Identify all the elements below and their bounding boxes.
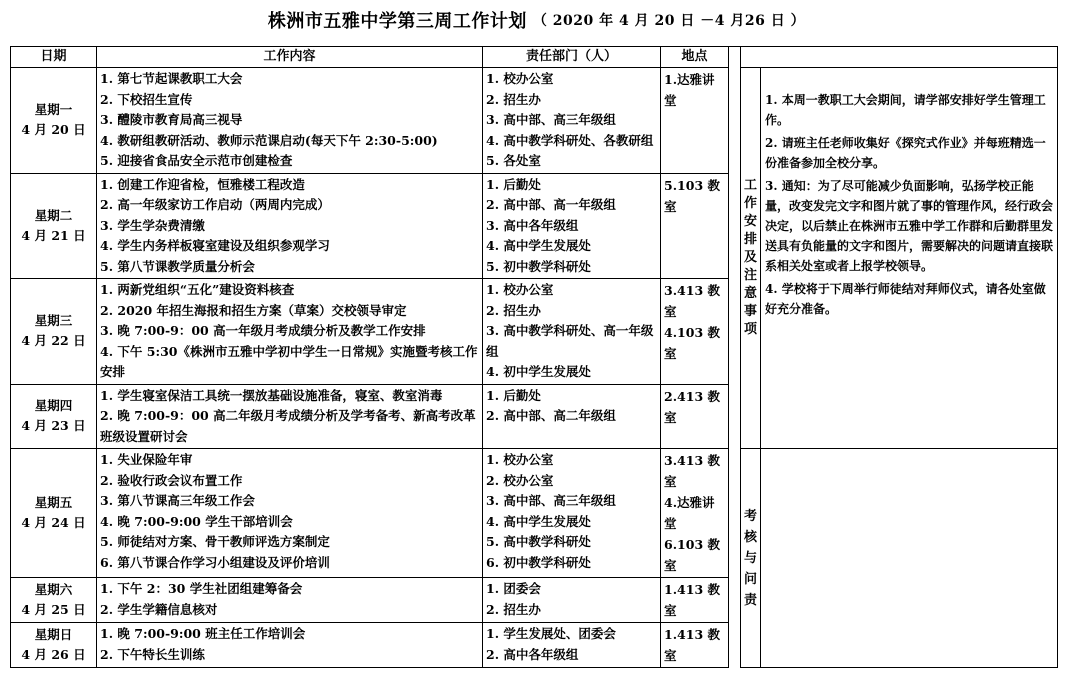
content-cell (97, 173, 483, 279)
content-item: 1. 两新党组织“五化”建设资料核查 (100, 282, 295, 297)
dept-item: 2. 招生办 (486, 91, 541, 107)
note-item: 3. 通知：为了尽可能减少负面影响，弘扬学校正能量，改变发完文字和图片就了事的管理作风，经行政会决定，以后禁止在株洲市五雅中学工作群和后勤群里发送具有负能量的文字和图片，需要解决的问题请直接联系相关处室或者上报学校领导。 (765, 179, 1054, 273)
content-item: 4. 学生内务样板寝室建设及组织参观学习 (100, 238, 330, 253)
dept-item: 1. 团委会 (486, 581, 541, 596)
dept-item: 3. 高中部、高三年级组 (486, 493, 616, 508)
place-cell: 1.413 教室 (661, 623, 729, 668)
dept-cell (483, 578, 661, 623)
note-item: 1. 本周一教职工大会期间，请学部安排好学生管理工作。 (765, 93, 1046, 127)
header-gap (729, 47, 741, 68)
content-item: 1. 失业保险年审 (100, 452, 193, 467)
gap-cell (729, 623, 741, 668)
content-cell (97, 449, 483, 578)
dept-item: 4. 高中学生发展处 (486, 513, 591, 529)
date-label: 4 月 26 日 (21, 647, 86, 662)
assess-label-cell (741, 449, 761, 668)
day-cell (11, 449, 97, 578)
content-item: 2. 下午特长生训练 (100, 646, 205, 662)
content-item: 5. 师徒结对方案、骨干教师评选方案制定 (100, 534, 330, 549)
header-place: 地点 (661, 47, 729, 68)
content-item: 4. 下午 5:30《株洲市五雅中学初中学生一日常规》实施暨考核工作安排 (100, 343, 478, 379)
dept-item: 2. 招生办 (486, 601, 541, 617)
dept-item: 5. 初中教学科研处 (486, 258, 591, 274)
weekday-label: 星期四 (34, 398, 73, 414)
dept-item: 3. 高中部、高三年级组 (486, 112, 616, 127)
date-label: 4 月 23 日 (21, 418, 86, 434)
dept-item: 5. 高中教学科研处 (486, 534, 591, 549)
dept-item: 2. 高中部、高二年级组 (486, 408, 616, 423)
content-item: 2. 下校招生宣传 (100, 91, 193, 107)
dept-item: 4. 初中学生发展处 (486, 364, 591, 379)
content-item: 1. 晚 7:00-9:00 班主任工作培训会 (100, 626, 306, 641)
header-content: 工作内容 (97, 47, 483, 68)
dept-item: 1. 校办公室 (486, 71, 554, 86)
weekday-label: 星期一 (34, 102, 73, 118)
dept-item: 1. 校办公室 (486, 282, 554, 297)
content-cell (97, 578, 483, 623)
content-item: 5. 迎接省食品安全示范市创建检查 (100, 153, 293, 168)
content-item: 1. 下午 2：30 学生社团组建筹备会 (100, 581, 303, 596)
dept-cell (483, 68, 661, 174)
day-cell (11, 173, 97, 279)
title-text: 株洲市五雅中学第三周工作计划 (267, 11, 527, 32)
content-item: 2. 高一年级家访工作启动（两周内完成） (100, 197, 330, 212)
day-cell (11, 578, 97, 623)
dept-item: 6. 初中教学科研处 (486, 554, 591, 570)
content-cell (97, 279, 483, 385)
note-item: 2. 请班主任老师收集好《探究式作业》并每班精选一份准备参加全校分享。 (765, 136, 1046, 170)
dept-item: 4. 高中学生发展处 (486, 238, 591, 253)
dept-cell (483, 449, 661, 578)
dept-item: 1. 校办公室 (486, 452, 554, 467)
content-item: 2. 学生学籍信息核对 (100, 601, 218, 617)
content-item: 2. 晚 7:00-9：00 高二年级月考成绩分析及学考备考、新高考改革班级设置研讨会 (100, 408, 476, 444)
content-item: 4. 晚 7:00-9:00 学生干部培训会 (100, 513, 293, 529)
content-item: 3. 学生学杂费清缴 (100, 217, 205, 233)
dept-item: 3. 高中教学科研处、高一年级组 (486, 323, 654, 359)
gap-cell (729, 449, 741, 578)
dept-item: 2. 高中各年级组 (486, 646, 579, 662)
note-item: 4. 学校将于下周举行师徒结对拜师仪式，请各处室做好充分准备。 (765, 282, 1046, 316)
weekday-label: 星期二 (34, 207, 73, 223)
assess-cell (761, 449, 1058, 668)
content-item: 1. 创建工作迎省检，恒雅楼工程改造 (100, 176, 305, 192)
content-item: 2. 2020 年招生海报和招生方案（草案）交校领导审定 (100, 302, 407, 318)
dept-item: 2. 校办公室 (486, 472, 554, 488)
dept-cell (483, 279, 661, 385)
gap-cell (729, 68, 741, 174)
place-cell: 1.413 教室 (661, 578, 729, 623)
dept-cell (483, 384, 661, 449)
content-cell (97, 384, 483, 449)
content-cell (97, 68, 483, 174)
dept-item: 4. 高中教学科研处、各教研组 (486, 132, 654, 148)
day-cell (11, 623, 97, 668)
place-cell: 3.413 教室 4.达雅讲堂 6.103 教室 (661, 449, 729, 578)
dept-cell (483, 173, 661, 279)
date-label: 4 月 24 日 (21, 515, 86, 530)
header-row (11, 47, 1058, 68)
content-item: 4. 教研组教研活动、教师示范课启动(每天下午 2:30-5:00) (100, 132, 438, 148)
dept-item: 2. 招生办 (486, 302, 541, 318)
dept-cell (483, 623, 661, 668)
date-range: （ 2020 年 4 月 20 日 －4 月26 日 ） (532, 13, 806, 29)
day-cell (11, 68, 97, 174)
content-item: 5. 第八节课教学质量分析会 (100, 258, 255, 274)
content-item: 2. 验收行政会议布置工作 (100, 472, 243, 488)
dept-item: 1. 后勤处 (486, 387, 541, 403)
day-row (11, 68, 1058, 174)
date-label: 4 月 21 日 (21, 227, 86, 243)
notes-label-cell (741, 68, 761, 449)
schedule-body (11, 68, 1058, 668)
dept-item: 1. 学生发展处、团委会 (486, 626, 616, 641)
date-label: 4 月 25 日 (21, 602, 86, 617)
day-cell (11, 384, 97, 449)
page-title (0, 0, 1073, 40)
gap-cell (729, 279, 741, 385)
weekday-label: 星期三 (34, 313, 73, 329)
content-item: 1. 学生寝室保洁工具统一摆放基础设施准备，寝室、教室消毒 (100, 387, 443, 403)
place-cell: 2.413 教室 (661, 384, 729, 449)
dept-item: 2. 高中部、高一年级组 (486, 197, 616, 212)
date-label: 4 月 20 日 (21, 122, 86, 138)
notes-list (765, 90, 1053, 319)
place-cell: 1.达雅讲堂 (661, 68, 729, 174)
header-dept: 责任部门（人） (483, 47, 661, 68)
weekday-label: 星期五 (34, 495, 73, 510)
day-cell (11, 279, 97, 385)
notes-cell (761, 68, 1058, 449)
content-item: 3. 晚 7:00-9：00 高一年级月考成绩分析及教学工作安排 (100, 323, 426, 338)
header-day: 日期 (11, 47, 97, 68)
gap-cell (729, 578, 741, 623)
day-row (11, 449, 1058, 578)
weekday-label: 星期日 (34, 627, 73, 642)
assess-label: 考核与问责 (743, 508, 757, 608)
content-item: 3. 醴陵市教育局高三视导 (100, 112, 243, 127)
weekday-label: 星期六 (34, 582, 73, 597)
dept-item: 5. 各处室 (486, 153, 541, 168)
gap-cell (729, 384, 741, 449)
notes-label: 工作安排及注意事项 (744, 178, 758, 337)
date-label: 4 月 22 日 (21, 333, 86, 349)
place-cell: 5.103 教室 (661, 173, 729, 279)
place-cell: 3.413 教室 4.103 教室 (661, 279, 729, 385)
content-item: 1. 第七节起课教职工大会 (100, 71, 243, 86)
dept-item: 3. 高中各年级组 (486, 217, 579, 233)
content-item: 6. 第八节课合作学习小组建设及评价培训 (100, 554, 330, 570)
content-cell (97, 623, 483, 668)
header-side-blank (741, 47, 1058, 68)
gap-cell (729, 173, 741, 279)
dept-item: 1. 后勤处 (486, 176, 541, 192)
content-item: 3. 第八节课高三年级工作会 (100, 493, 255, 508)
schedule-table (10, 46, 1058, 668)
